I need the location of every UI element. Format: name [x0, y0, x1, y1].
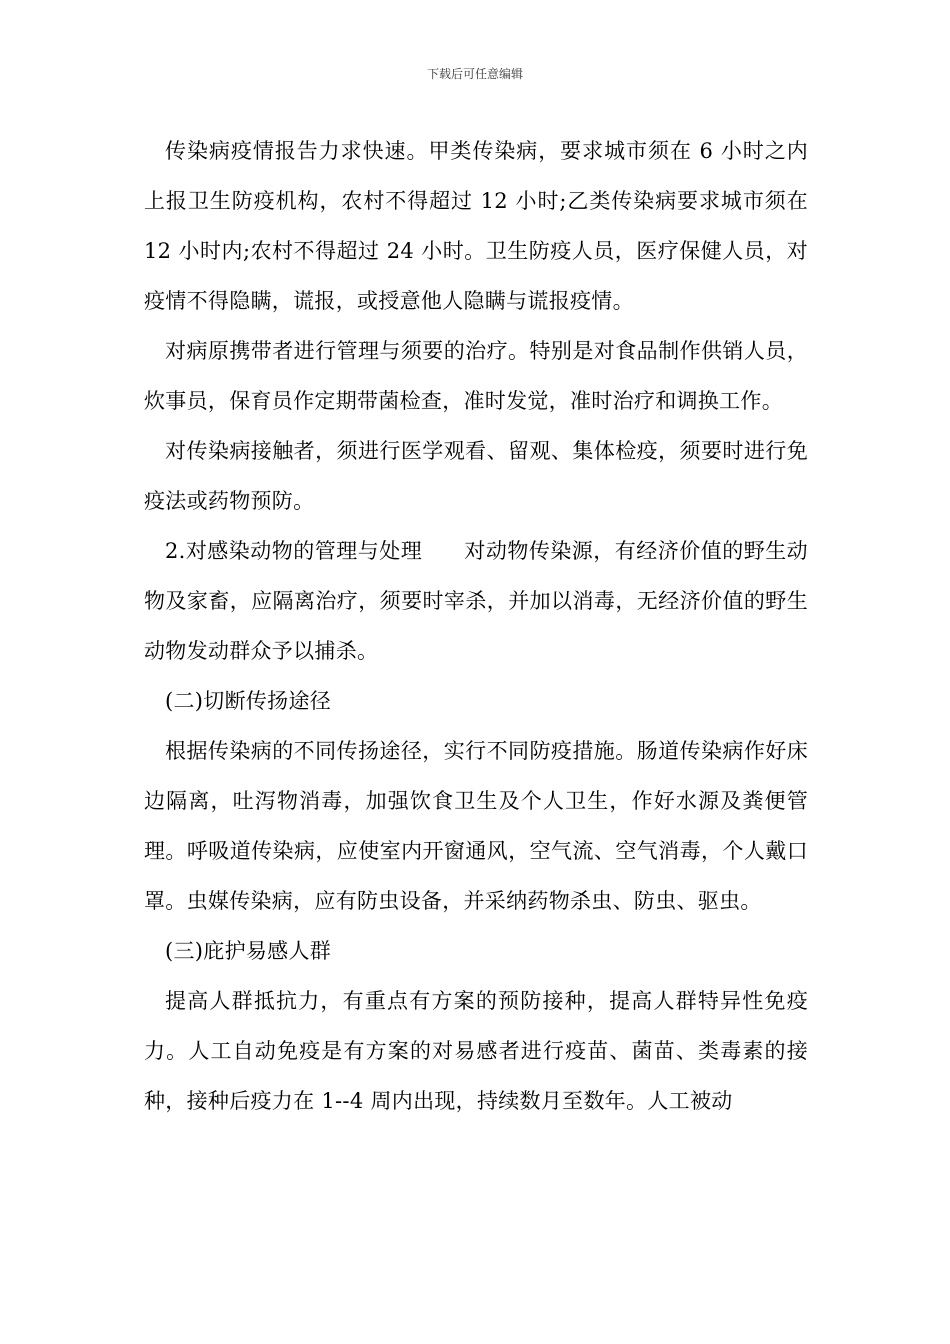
paragraph-transmission-measures: 根据传染病的不同传扬途径，实行不同防疫措施。肠道传染病作好床边隔离，吐泻物消毒，加强饮食卫生及个人卫生，作好水源及粪便管理。呼吸道传染病，应使室内开窗通风，空气流、空气消毒，个人戴口罩。虫媒传染病，应有防虫设备，并采纳药物杀虫、防虫、驱虫。 — [144, 739, 808, 913]
section-heading-protect-susceptible: (三)庇护易感人群 — [165, 939, 332, 963]
paragraph-infected-animals — [144, 526, 808, 676]
paragraph-immunization: 提高人群抵抗力，有重点有方案的预防接种，提高人群特异性免疫力。人工自动免疫是有方案的对易感者进行疫苗、菌苗、类毒素的接种，接种后疫力在 1--4 周内出现，持续数月至数年。人工被动 — [144, 989, 808, 1113]
section-heading-cut-transmission: (二)切断传扬途径 — [165, 689, 332, 713]
paragraph-epidemic-reporting: 传染病疫情报告力求快速。甲类传染病，要求城市须在 6 小时之内上报卫生防疫机构，农村不得超过 12 小时;乙类传染病要求城市须在 12 小时内;农村不得超过 24 小时。卫生防疫人员，医疗保健人员，对疫情不得隐瞒，谎报，或授意他人隐瞒与谎报疫情。 — [144, 139, 808, 313]
paragraph-infected-animals-body: 对动物传染源，有经济价值的野生动物及家畜，应隔离治疗，须要时宰杀，并加以消毒，无经济价值的野生动物发动群众予以捕杀。 — [144, 539, 808, 663]
page-header: 下载后可任意编辑 — [426, 67, 523, 81]
paragraph-contacts: 对传染病接触者，须进行医学观看、留观、集体检疫，须要时进行免疫法或药物预防。 — [144, 439, 808, 513]
document-body — [144, 126, 808, 1126]
section-heading-infected-animals: 2.对感染动物的管理与处理 — [165, 539, 423, 563]
paragraph-pathogen-carriers: 对病原携带者进行管理与须要的治疗。特别是对食品制作供销人员，炊事员，保育员作定期带菌检查，准时发觉，准时治疗和调换工作。 — [144, 339, 808, 413]
